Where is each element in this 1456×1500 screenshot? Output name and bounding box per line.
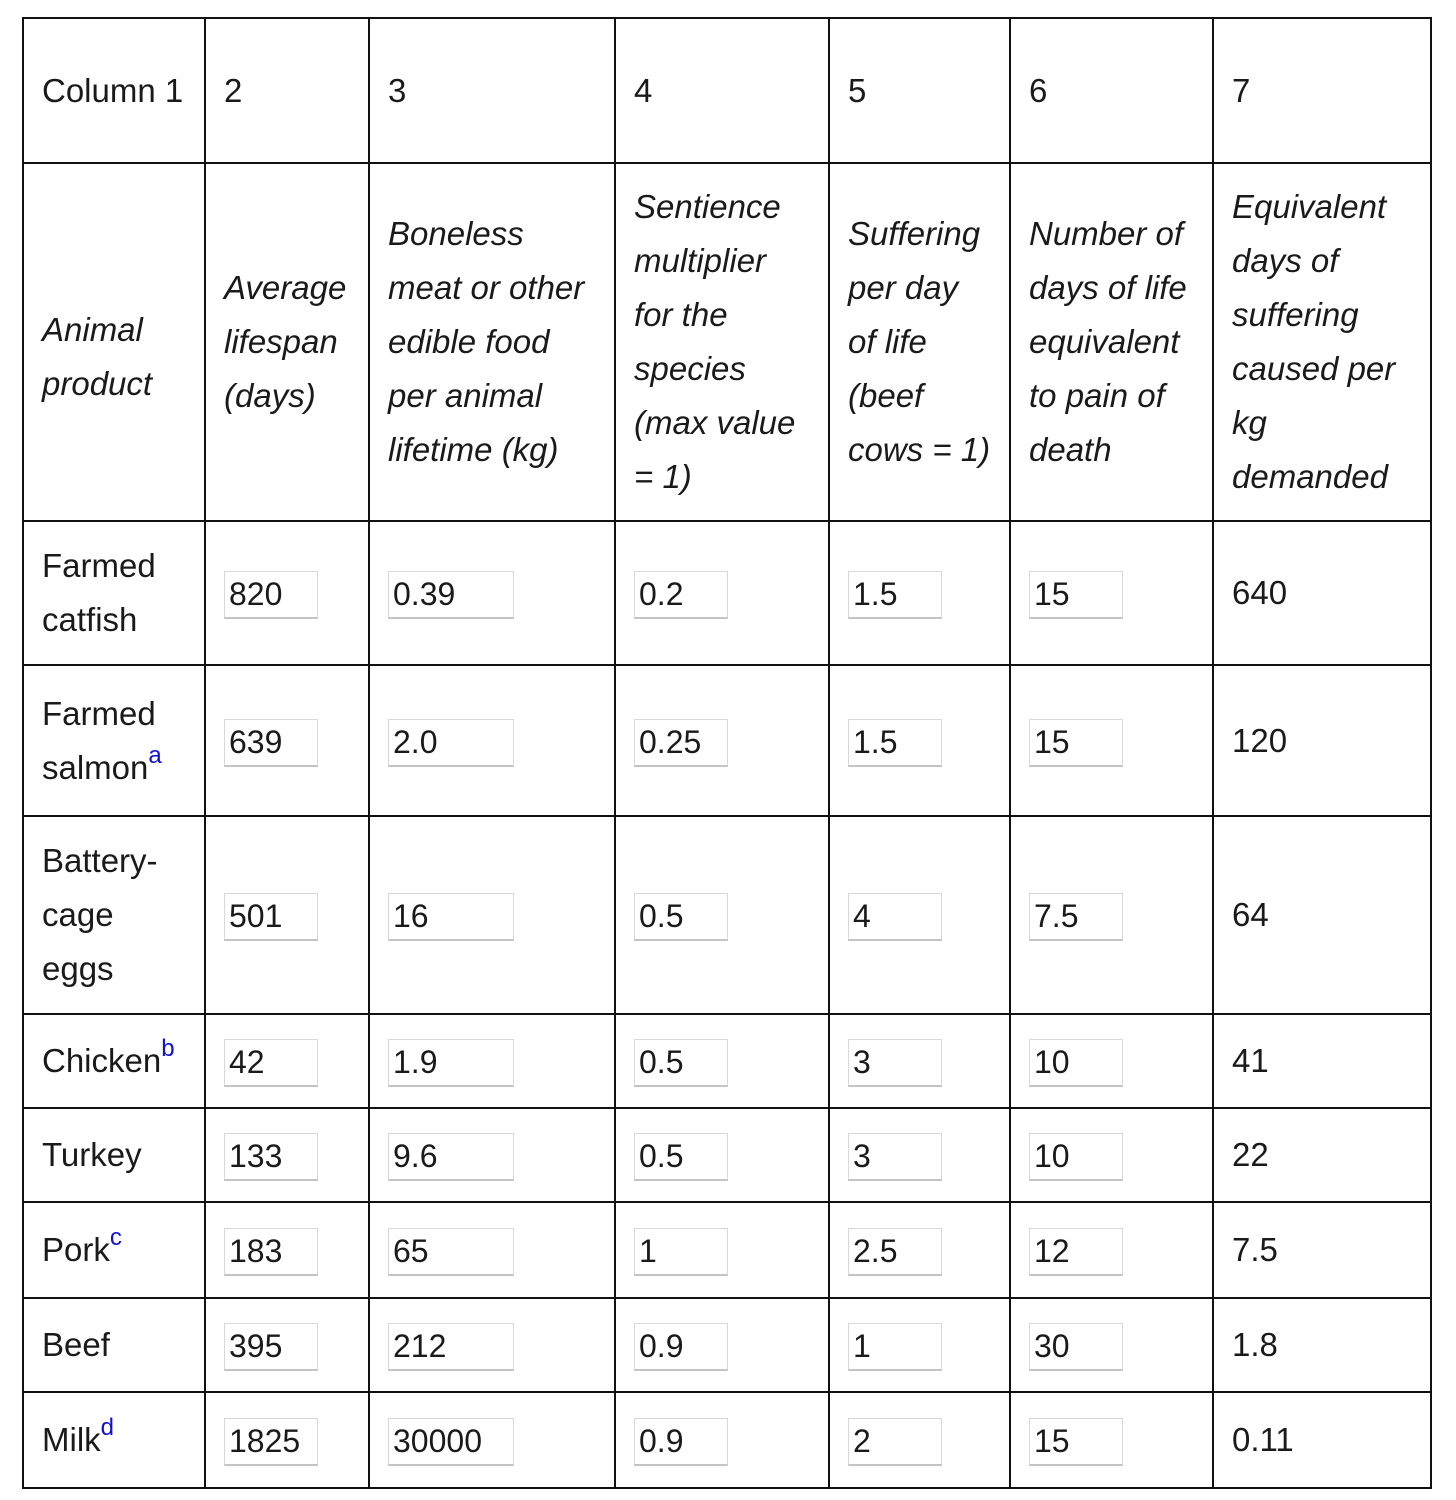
column-description: Average lifespan (days) — [205, 163, 369, 521]
food-per-animal-cell — [369, 1202, 615, 1298]
column-number-row — [23, 18, 1431, 163]
death-pain-days-input[interactable] — [1029, 719, 1123, 767]
lifespan-cell — [205, 665, 369, 816]
suffering-calculator-table — [22, 17, 1432, 1489]
sentience-multiplier-cell — [615, 1014, 829, 1108]
death-pain-days-input[interactable] — [1029, 1323, 1123, 1371]
table-row — [23, 521, 1431, 665]
sentience-multiplier-input[interactable] — [634, 1323, 728, 1371]
column-header: 2 — [205, 18, 369, 163]
animal-product-name: Turkey — [42, 1136, 142, 1173]
food-per-animal-cell — [369, 1014, 615, 1108]
death-pain-days-cell — [1010, 1298, 1213, 1392]
suffering-per-day-input[interactable] — [848, 893, 942, 941]
suffering-per-day-cell — [829, 1014, 1010, 1108]
lifespan-cell — [205, 1392, 369, 1488]
food-per-animal-cell — [369, 521, 615, 665]
food-per-animal-input[interactable] — [388, 1133, 514, 1181]
food-per-animal-input[interactable] — [388, 1323, 514, 1371]
column-description-row — [23, 163, 1431, 521]
lifespan-input[interactable] — [224, 571, 318, 619]
lifespan-input[interactable] — [224, 1323, 318, 1371]
column-header: 3 — [369, 18, 615, 163]
death-pain-days-cell — [1010, 1014, 1213, 1108]
sentience-multiplier-cell — [615, 521, 829, 665]
sentience-multiplier-cell — [615, 1202, 829, 1298]
suffering-per-day-cell — [829, 1202, 1010, 1298]
death-pain-days-input[interactable] — [1029, 1418, 1123, 1466]
lifespan-input[interactable] — [224, 1133, 318, 1181]
sentience-multiplier-cell — [615, 1108, 829, 1202]
animal-product-cell — [23, 521, 205, 665]
sentience-multiplier-cell — [615, 816, 829, 1014]
suffering-per-day-cell — [829, 521, 1010, 665]
table-row — [23, 1298, 1431, 1392]
lifespan-cell — [205, 1108, 369, 1202]
suffering-per-day-cell — [829, 1392, 1010, 1488]
suffering-per-day-input[interactable] — [848, 1418, 942, 1466]
animal-product-name: Milk — [42, 1421, 101, 1458]
death-pain-days-input[interactable] — [1029, 571, 1123, 619]
food-per-animal-input[interactable] — [388, 893, 514, 941]
animal-product-cell — [23, 665, 205, 816]
sentience-multiplier-cell — [615, 1392, 829, 1488]
column-header: Column 1 — [23, 18, 205, 163]
food-per-animal-input[interactable] — [388, 1228, 514, 1276]
animal-product-cell — [23, 1108, 205, 1202]
suffering-per-day-input[interactable] — [848, 1133, 942, 1181]
footnote-link[interactable]: d — [100, 1414, 115, 1441]
death-pain-days-cell — [1010, 665, 1213, 816]
sentience-multiplier-input[interactable] — [634, 571, 728, 619]
suffering-per-day-input[interactable] — [848, 1228, 942, 1276]
sentience-multiplier-input[interactable] — [634, 1133, 728, 1181]
death-pain-days-cell — [1010, 1202, 1213, 1298]
animal-product-name: Pork — [42, 1231, 110, 1268]
suffering-result-cell: 0.11 — [1213, 1392, 1431, 1488]
animal-product-cell — [23, 1202, 205, 1298]
lifespan-input[interactable] — [224, 1418, 318, 1466]
table-row — [23, 1108, 1431, 1202]
suffering-per-day-cell — [829, 816, 1010, 1014]
suffering-result-cell: 64 — [1213, 816, 1431, 1014]
column-header: 6 — [1010, 18, 1213, 163]
suffering-result-cell: 41 — [1213, 1014, 1431, 1108]
death-pain-days-input[interactable] — [1029, 1228, 1123, 1276]
suffering-result-cell: 7.5 — [1213, 1202, 1431, 1298]
lifespan-cell — [205, 816, 369, 1014]
footnote-link[interactable]: a — [148, 741, 162, 769]
suffering-result-cell: 640 — [1213, 521, 1431, 665]
suffering-per-day-cell — [829, 665, 1010, 816]
animal-product-cell — [23, 816, 205, 1014]
suffering-result-cell: 22 — [1213, 1108, 1431, 1202]
death-pain-days-cell — [1010, 1108, 1213, 1202]
column-header: 7 — [1213, 18, 1431, 163]
suffering-per-day-input[interactable] — [848, 1039, 942, 1087]
sentience-multiplier-cell — [615, 1298, 829, 1392]
column-description: Animal product — [23, 163, 205, 521]
death-pain-days-input[interactable] — [1029, 1039, 1123, 1087]
death-pain-days-input[interactable] — [1029, 1133, 1123, 1181]
food-per-animal-cell — [369, 816, 615, 1014]
suffering-result-cell: 1.8 — [1213, 1298, 1431, 1392]
column-description: Boneless meat or other edible food per animal lifetime (kg) — [369, 163, 615, 521]
column-description: Suffering per day of life (beef cows = 1) — [829, 163, 1010, 521]
death-pain-days-cell — [1010, 1392, 1213, 1488]
food-per-animal-input[interactable] — [388, 1418, 514, 1466]
lifespan-cell — [205, 1298, 369, 1392]
food-per-animal-cell — [369, 665, 615, 816]
animal-product-name: Chicken — [42, 1042, 162, 1079]
lifespan-input[interactable] — [224, 719, 318, 767]
food-per-animal-cell — [369, 1298, 615, 1392]
death-pain-days-cell — [1010, 816, 1213, 1014]
animal-product-name: Farmed catfish — [42, 547, 156, 638]
table-row — [23, 1202, 1431, 1298]
table-row — [23, 1392, 1431, 1488]
sentience-multiplier-input[interactable] — [634, 893, 728, 941]
sentience-multiplier-cell — [615, 665, 829, 816]
sentience-multiplier-input[interactable] — [634, 1039, 728, 1087]
food-per-animal-cell — [369, 1392, 615, 1488]
suffering-result-cell: 120 — [1213, 665, 1431, 816]
suffering-per-day-input[interactable] — [848, 1323, 942, 1371]
suffering-per-day-input[interactable] — [848, 719, 942, 767]
death-pain-days-cell — [1010, 521, 1213, 665]
column-header: 4 — [615, 18, 829, 163]
column-header: 5 — [829, 18, 1010, 163]
lifespan-input[interactable] — [224, 893, 318, 941]
column-description: Number of days of life equivalent to pain of death — [1010, 163, 1213, 521]
footnote-link[interactable]: c — [109, 1224, 122, 1251]
animal-product-cell — [23, 1392, 205, 1488]
sentience-multiplier-input[interactable] — [634, 719, 728, 767]
table-row — [23, 665, 1431, 816]
lifespan-cell — [205, 521, 369, 665]
table-row — [23, 816, 1431, 1014]
lifespan-cell — [205, 1202, 369, 1298]
lifespan-input[interactable] — [224, 1039, 318, 1087]
suffering-per-day-cell — [829, 1298, 1010, 1392]
animal-product-name: Beef — [42, 1326, 110, 1363]
food-per-animal-cell — [369, 1108, 615, 1202]
food-per-animal-input[interactable] — [388, 719, 514, 767]
sentience-multiplier-input[interactable] — [634, 1228, 728, 1276]
food-per-animal-input[interactable] — [388, 1039, 514, 1087]
animal-product-cell — [23, 1298, 205, 1392]
sentience-multiplier-input[interactable] — [634, 1418, 728, 1466]
suffering-per-day-input[interactable] — [848, 571, 942, 619]
food-per-animal-input[interactable] — [388, 571, 514, 619]
column-description: Equivalent days of suffering caused per kg demanded — [1213, 163, 1431, 521]
lifespan-cell — [205, 1014, 369, 1108]
animal-product-name: Farmed salmon — [42, 694, 156, 786]
column-description: Sentience multiplier for the species (max value = 1) — [615, 163, 829, 521]
suffering-per-day-cell — [829, 1108, 1010, 1202]
animal-product-cell — [23, 1014, 205, 1108]
footnote-link[interactable]: b — [161, 1035, 175, 1062]
lifespan-input[interactable] — [224, 1228, 318, 1276]
animal-product-name: Battery-cage eggs — [42, 842, 158, 987]
death-pain-days-input[interactable] — [1029, 893, 1123, 941]
table-row — [23, 1014, 1431, 1108]
